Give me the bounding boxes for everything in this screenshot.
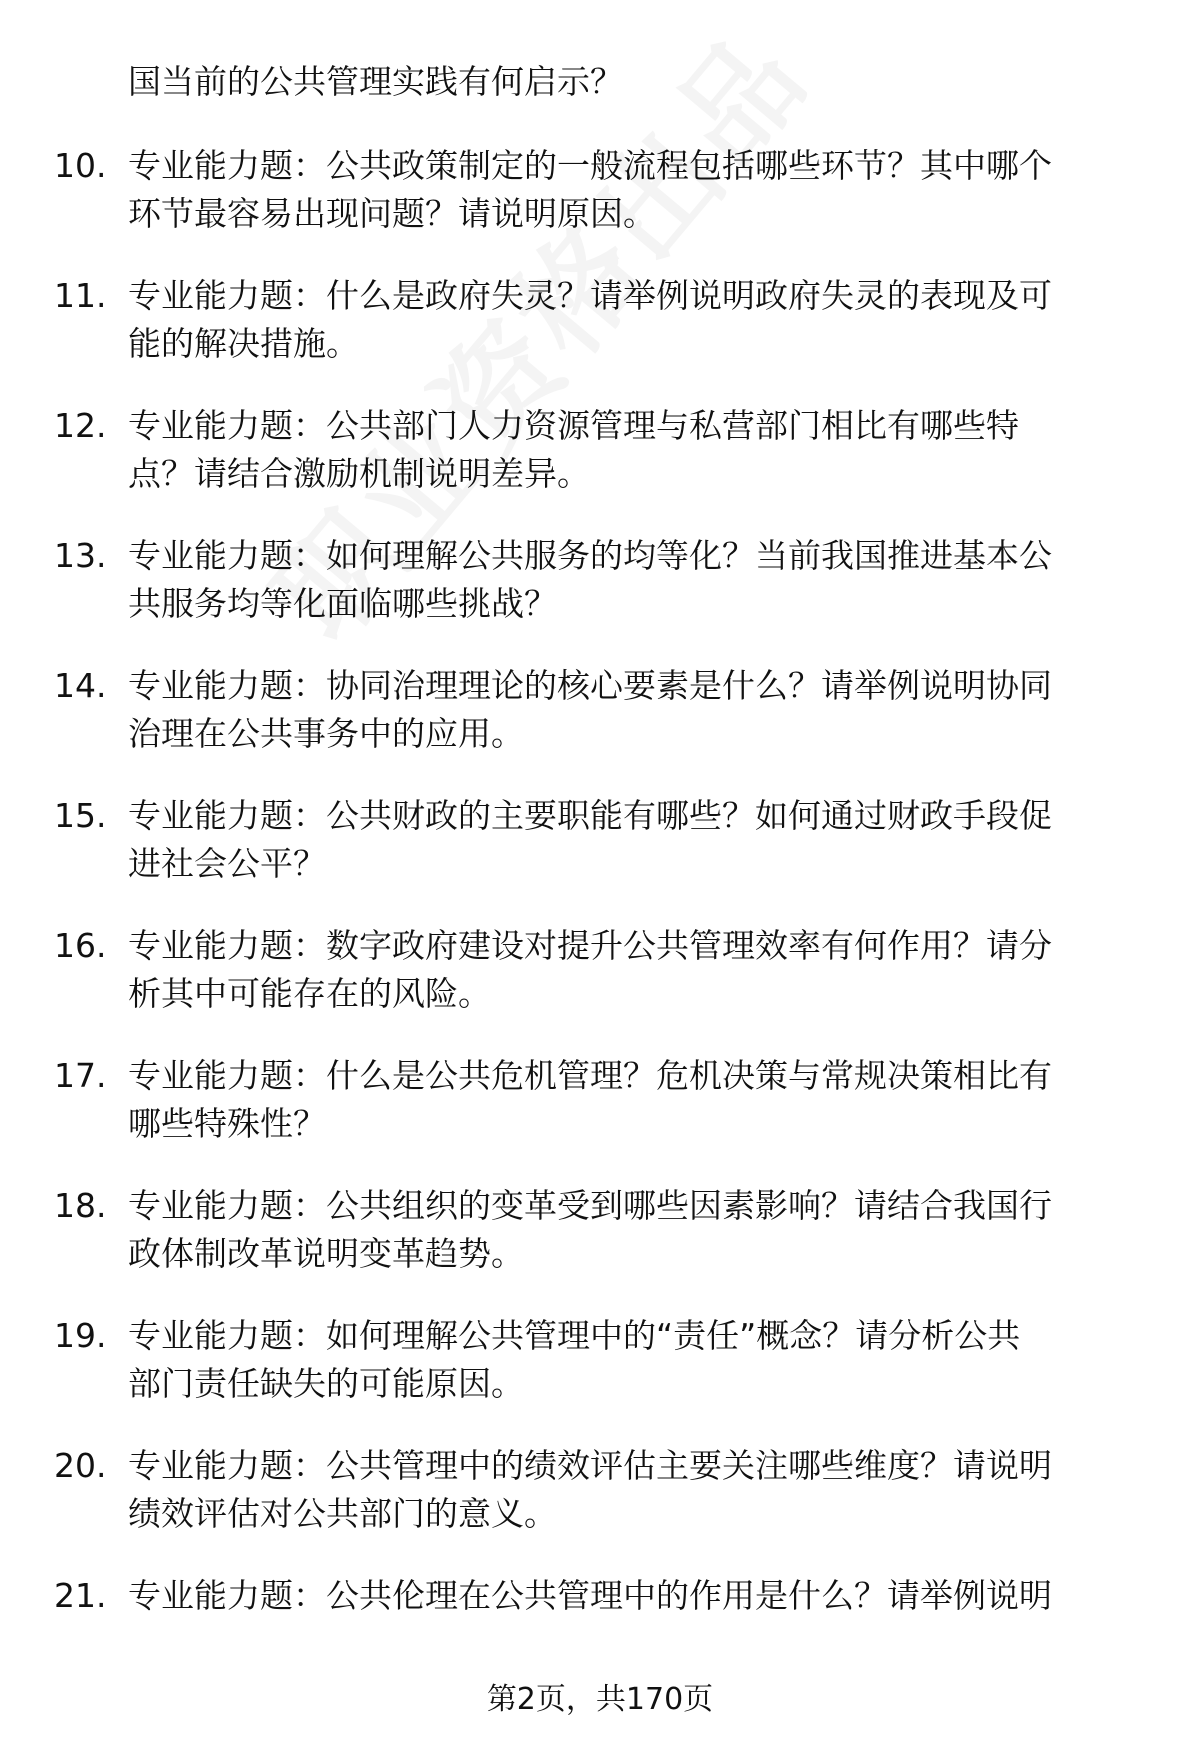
- question-item: [0, 1312, 1200, 1442]
- question-line: 专业能力题：公共财政的主要职能有哪些？如何通过财政手段促: [128, 796, 1052, 835]
- question-line: 专业能力题：如何理解公共服务的均等化？当前我国推进基本公: [128, 536, 1052, 575]
- question-number: 10.: [54, 146, 107, 185]
- question-number: 20.: [54, 1446, 107, 1485]
- question-text: [128, 792, 1148, 888]
- question-line: 专业能力题：什么是公共危机管理？危机决策与常规决策相比有: [128, 1056, 1052, 1095]
- question-text: [128, 272, 1148, 368]
- question-number: 17.: [54, 1056, 107, 1095]
- question-text: [128, 1572, 1148, 1620]
- question-item: [0, 532, 1200, 662]
- question-line: 哪些特殊性？: [128, 1104, 326, 1143]
- question-line: 专业能力题：数字政府建设对提升公共管理效率有何作用？请分: [128, 926, 1052, 965]
- question-text: [128, 402, 1148, 498]
- question-text: [128, 1442, 1148, 1538]
- question-line: 专业能力题：公共组织的变革受到哪些因素影响？请结合我国行: [128, 1186, 1052, 1225]
- question-line: 治理在公共事务中的应用。: [128, 714, 524, 753]
- page-number-footer: 第2页，共170页: [486, 1682, 714, 1717]
- question-line: 政体制改革说明变革趋势。: [128, 1234, 524, 1273]
- question-number: 19.: [54, 1316, 107, 1355]
- question-item: [0, 1442, 1200, 1572]
- continued-question-text: 国当前的公共管理实践有何启示？: [128, 62, 623, 101]
- question-item: [0, 142, 1200, 272]
- question-number: 12.: [54, 406, 107, 445]
- question-line: 析其中可能存在的风险。: [128, 974, 491, 1013]
- question-line: 专业能力题：公共伦理在公共管理中的作用是什么？请举例说明: [128, 1576, 1052, 1615]
- question-item: [0, 922, 1200, 1052]
- question-line: 点？请结合激励机制说明差异。: [128, 454, 590, 493]
- question-line: 专业能力题：公共政策制定的一般流程包括哪些环节？其中哪个: [128, 146, 1052, 185]
- question-line: 专业能力题：公共部门人力资源管理与私营部门相比有哪些特: [128, 406, 1019, 445]
- question-line: 专业能力题：什么是政府失灵？请举例说明政府失灵的表现及可: [128, 276, 1052, 315]
- question-line: 共服务均等化面临哪些挑战？: [128, 584, 557, 623]
- question-number: 21.: [54, 1576, 107, 1615]
- question-line: 绩效评估对公共部门的意义。: [128, 1494, 557, 1533]
- question-line: 专业能力题：如何理解公共管理中的“责任”概念？请分析公共: [128, 1316, 1021, 1355]
- question-line: 进社会公平？: [128, 844, 326, 883]
- question-line: 环节最容易出现问题？请说明原因。: [128, 194, 656, 233]
- question-line: 专业能力题：公共管理中的绩效评估主要关注哪些维度？请说明: [128, 1446, 1052, 1485]
- question-item: [0, 1052, 1200, 1182]
- question-number: 13.: [54, 536, 107, 575]
- question-number: 16.: [54, 926, 107, 965]
- question-text: [128, 662, 1148, 758]
- question-item: [0, 662, 1200, 792]
- question-text: [128, 922, 1148, 1018]
- question-text: [128, 1312, 1148, 1408]
- question-number: 11.: [54, 276, 107, 315]
- question-text: [128, 1052, 1148, 1148]
- question-item: [0, 792, 1200, 922]
- question-item: [0, 272, 1200, 402]
- question-number: 18.: [54, 1186, 107, 1225]
- question-item: [0, 402, 1200, 532]
- question-line: 部门责任缺失的可能原因。: [128, 1364, 524, 1403]
- question-number: 14.: [54, 666, 107, 705]
- question-number: 15.: [54, 796, 107, 835]
- question-item: [0, 1182, 1200, 1312]
- question-text: [128, 532, 1148, 628]
- question-list: [0, 142, 1200, 1702]
- question-line: 能的解决措施。: [128, 324, 359, 363]
- question-line: 专业能力题：协同治理理论的核心要素是什么？请举例说明协同: [128, 666, 1052, 705]
- question-text: [128, 142, 1148, 238]
- question-text: [128, 1182, 1148, 1278]
